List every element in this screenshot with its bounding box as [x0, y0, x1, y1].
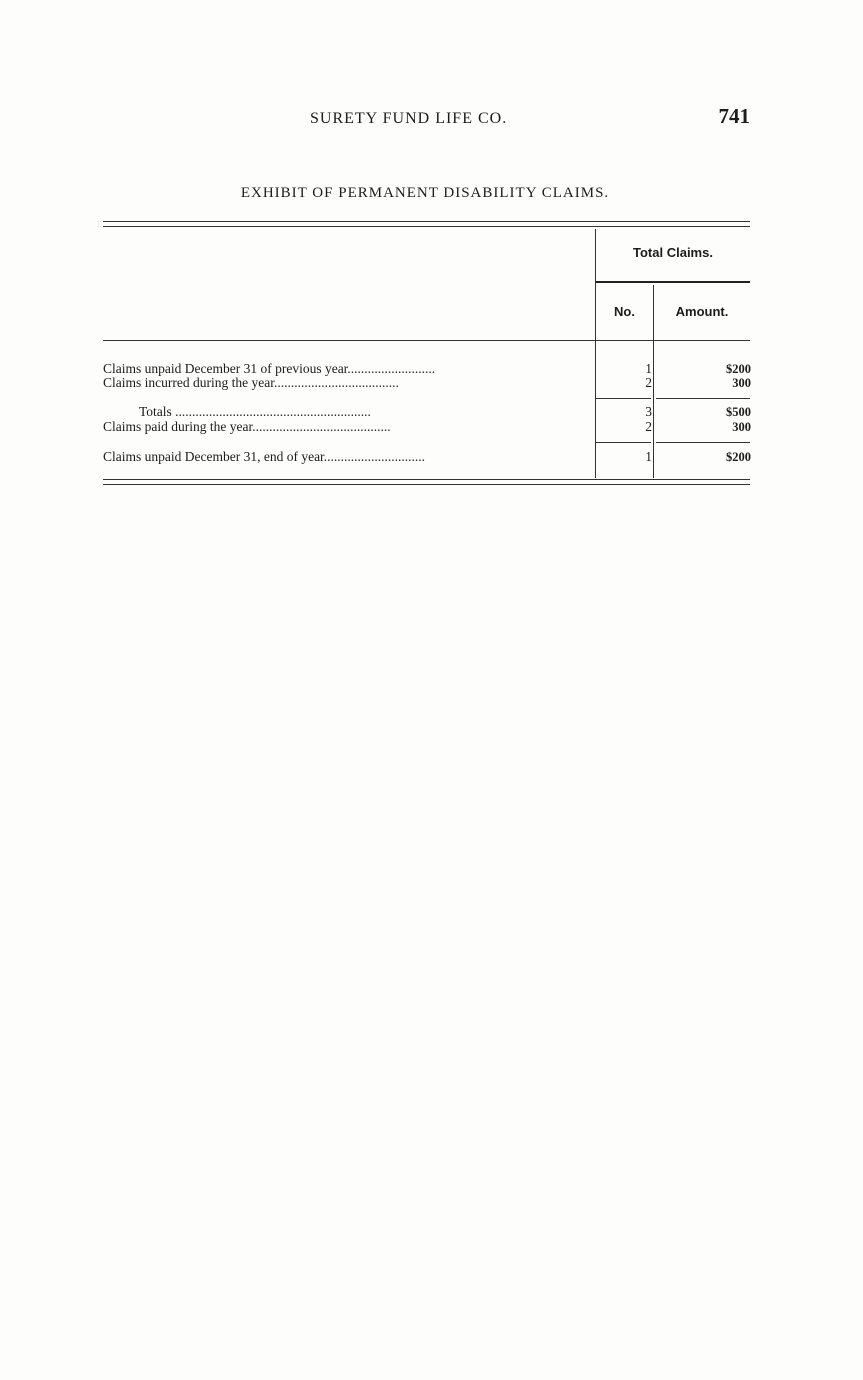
row-label: Claims paid during the year.........................................: [103, 419, 391, 434]
row-amount: $200: [726, 362, 751, 376]
row-amount: 300: [732, 376, 751, 390]
claims-table: [103, 221, 750, 487]
top-rule: [103, 221, 750, 222]
top-rule-inner: [103, 226, 750, 227]
header-no: No.: [614, 304, 635, 319]
balance-rule-amount: [656, 442, 750, 443]
row-no: 3: [645, 404, 652, 419]
row-amount: $500: [726, 405, 751, 419]
table-title: EXHIBIT OF PERMANENT DISABILITY CLAIMS.: [240, 185, 610, 201]
group-header-rule: [596, 281, 750, 283]
running-title: SURETY FUND LIFE CO.: [310, 110, 508, 127]
page-number: 741: [718, 104, 750, 128]
header-amount: Amount.: [675, 304, 729, 319]
row-label: Claims unpaid December 31 of previous year..........................: [103, 361, 436, 376]
row-no: 1: [645, 449, 652, 464]
totals-rule-no: [596, 398, 651, 399]
balance-rule-no: [596, 442, 651, 443]
row-label: Claims unpaid December 31, end of year..............................: [103, 449, 426, 464]
header-bottom-rule: [103, 340, 750, 341]
header-total-claims: Total Claims.: [633, 245, 713, 260]
running-head: [100, 104, 750, 134]
row-no: 2: [645, 419, 652, 434]
row-no: 1: [645, 361, 652, 376]
bottom-rule-inner: [103, 484, 750, 485]
row-label: Claims incurred during the year.....................................: [103, 375, 399, 390]
row-no: 2: [645, 375, 652, 390]
row-amount: $200: [726, 450, 751, 464]
row-label: Totals ..........................................................: [139, 404, 371, 419]
row-amount: 300: [732, 420, 751, 434]
totals-rule-amount: [656, 398, 750, 399]
column-divider-label: [595, 229, 596, 478]
bottom-rule: [103, 479, 750, 480]
